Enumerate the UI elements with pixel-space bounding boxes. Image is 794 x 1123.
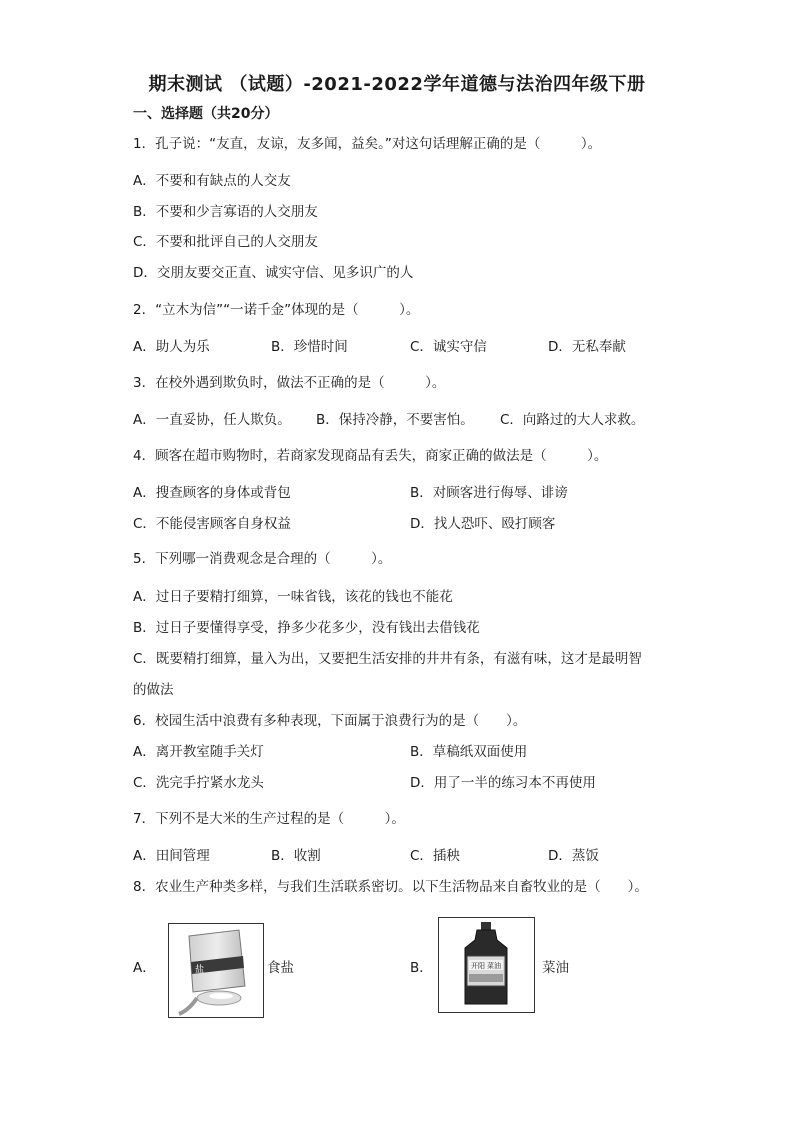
q7-option-d: D．蒸饭 [548, 848, 599, 864]
q1-option-c: C．不要和批评自己的人交朋友 [133, 234, 318, 250]
question-7: 7．下列不是大米的生产过程的是（ ）。 [133, 811, 405, 827]
q6-option-a: A．离开教室随手关灯 [133, 744, 264, 760]
q3-option-b: B．保持冷静，不要害怕。 [316, 412, 474, 428]
page-title: 期末测试 （试题）-2021-2022学年道德与法治四年级下册 [148, 74, 646, 95]
question-1: 1．孔子说：“友直，友谅，友多闻，益矣。”对这句话理解正确的是（ ）。 [133, 136, 602, 152]
q5-option-b: B．过日子要懂得享受，挣多少花多少，没有钱出去借钱花 [133, 620, 480, 636]
question-3: 3．在校外遇到欺负时，做法不正确的是（ ）。 [133, 375, 446, 391]
q5-option-c-cont: 的做法 [133, 682, 174, 698]
q8-option-a-label: A． [133, 960, 156, 976]
section-heading: 一、选择题（共20分） [133, 106, 279, 122]
oil-image [438, 917, 535, 1013]
q4-option-a: A．搜查顾客的身体或背包 [133, 485, 291, 501]
q7-option-b: B．收割 [271, 848, 321, 864]
q1-option-a: A．不要和有缺点的人交友 [133, 173, 291, 189]
q5-option-a: A．过日子要精打细算，一味省钱，该花的钱也不能花 [133, 589, 453, 605]
question-5: 5．下列哪一消费观念是合理的（ ）。 [133, 551, 392, 567]
q2-option-b: B．珍惜时间 [271, 339, 348, 355]
q5-option-c: C．既要精打细算，量入为出，又要把生活安排的井井有条，有滋有味，这才是最明智 [133, 651, 642, 667]
question-8: 8．农业生产种类多样，与我们生活联系密切。以下生活物品来自畜牧业的是（ ）。 [133, 879, 648, 895]
q2-option-d: D．无私奉献 [548, 339, 626, 355]
q6-option-b: B．草稿纸双面使用 [410, 744, 528, 760]
q6-option-c: C．洗完手拧紧水龙头 [133, 775, 264, 791]
salt-bag-text: 盐 [195, 965, 205, 975]
q8-option-b-text: 菜油 [542, 960, 569, 976]
q3-option-a: A．一直妥协，任人欺负。 [133, 412, 291, 428]
q4-option-c: C．不能侵害顾客自身权益 [133, 516, 291, 532]
q8-option-a-text: 食盐 [267, 960, 294, 976]
salt-bag-icon [169, 924, 263, 1017]
q6-option-d: D．用了一半的练习本不再使用 [410, 775, 596, 791]
question-4: 4．顾客在超市购物时，若商家发现商品有丢失，商家正确的做法是（ ）。 [133, 448, 608, 464]
q8-option-b-label: B． [410, 960, 433, 976]
q7-option-a: A．田间管理 [133, 848, 210, 864]
q2-option-c: C．诚实守信 [410, 339, 487, 355]
oil-bottle-icon [439, 918, 534, 1012]
q2-option-a: A．助人为乐 [133, 339, 210, 355]
q1-option-d: D．交朋友要交正直、诚实守信、见多识广的人 [133, 265, 414, 281]
q7-option-c: C．插秧 [410, 848, 460, 864]
q1-option-b: B．不要和少言寡语的人交朋友 [133, 204, 318, 220]
q3-option-c: C．向路过的大人求救。 [500, 412, 645, 428]
oil-brand-text: 开阳 [471, 962, 485, 970]
question-6: 6．校园生活中浪费有多种表现，下面属于浪费行为的是（ ）。 [133, 713, 527, 729]
question-2: 2．“立木为信”“一诺千金”体现的是（ ）。 [133, 302, 420, 318]
q4-option-d: D．找人恐吓、殴打顾客 [410, 516, 556, 532]
salt-image [168, 923, 264, 1018]
q4-option-b: B．对顾客进行侮辱、诽谤 [410, 485, 568, 501]
oil-bottle-label: 菜油 [487, 962, 501, 970]
